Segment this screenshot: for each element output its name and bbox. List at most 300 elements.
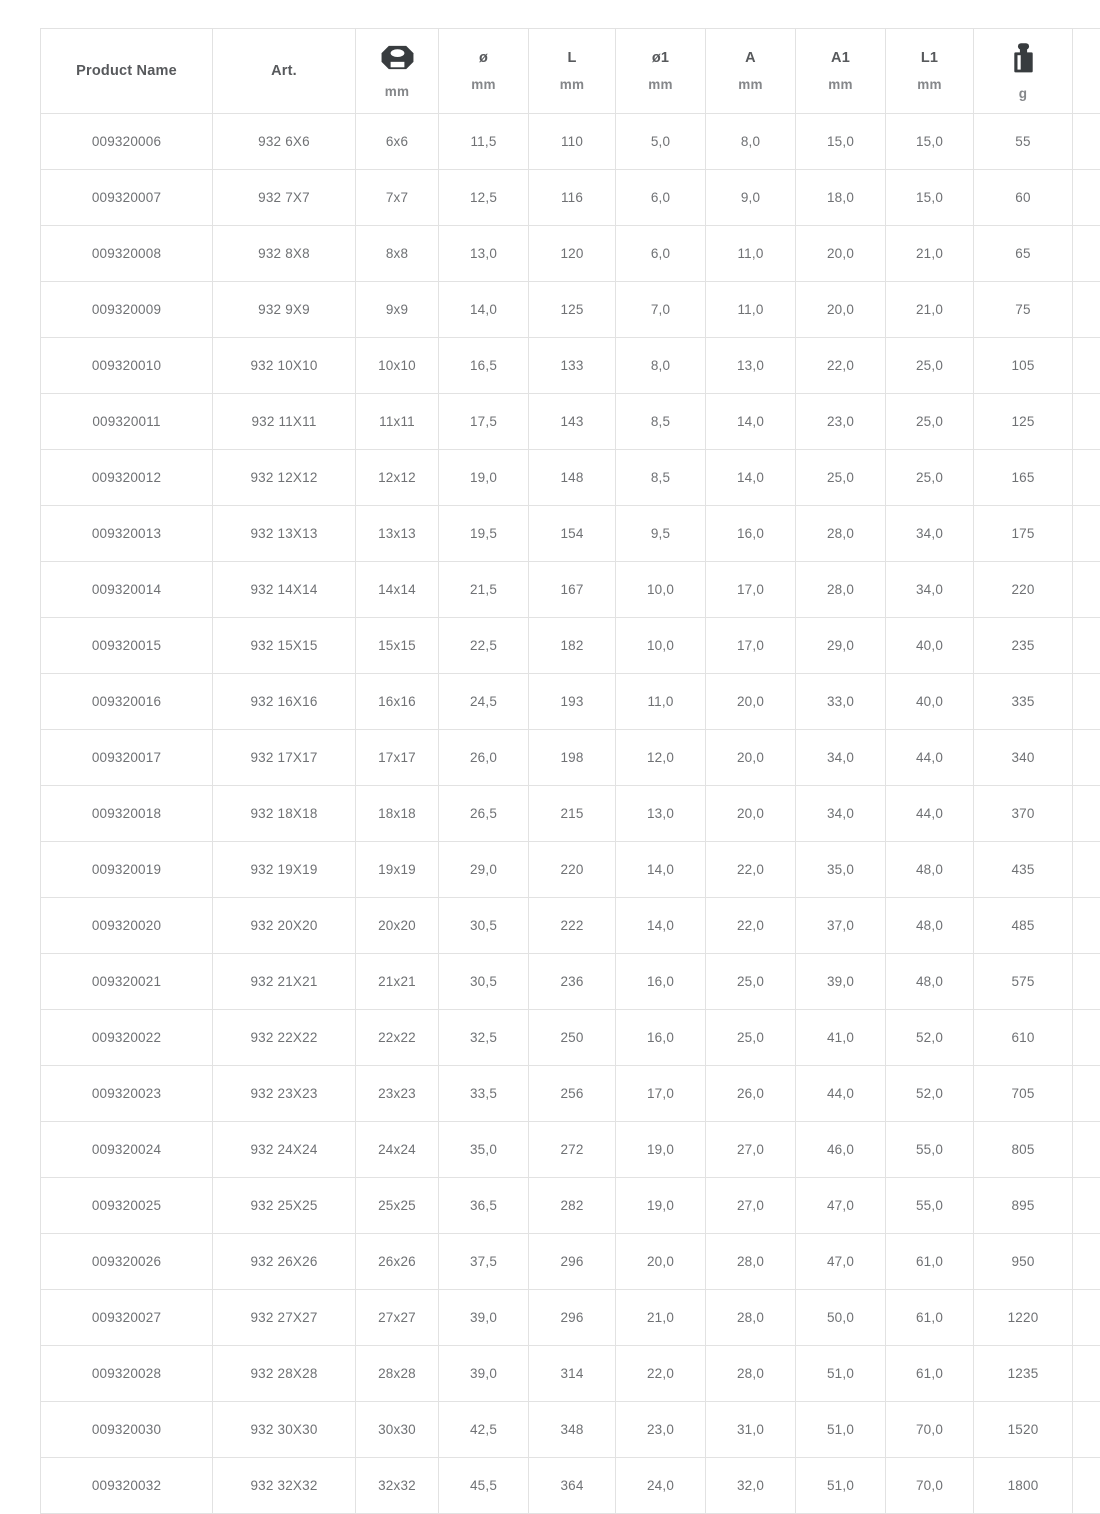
column-header-content [974, 29, 1072, 113]
column-header-content [616, 29, 705, 113]
table-cell-a1: 23,0 [796, 394, 886, 450]
table-cell-length: 193 [529, 674, 616, 730]
table-cell-l1: 70,0 [886, 1402, 974, 1458]
table-cell-art: 932 25X25 [213, 1178, 356, 1234]
table-cell-art: 932 17X17 [213, 730, 356, 786]
table-cell-l1: 25,0 [886, 450, 974, 506]
table-row [41, 282, 1100, 338]
table-row [41, 506, 1100, 562]
table-cell-weight: 165 [974, 450, 1073, 506]
column-header-l1 [886, 29, 974, 114]
table-cell-art: 932 13X13 [213, 506, 356, 562]
table-cell-product-name: 009320007 [41, 170, 213, 226]
table-cell-diameter1: 19,0 [616, 1178, 706, 1234]
table-cell-a: 27,0 [706, 1178, 796, 1234]
table-cell-product-name: 009320014 [41, 562, 213, 618]
table-cell-length: 220 [529, 842, 616, 898]
table-cell-size: 23x23 [356, 1066, 439, 1122]
table-row [41, 898, 1100, 954]
table-cell-product-name: 009320017 [41, 730, 213, 786]
table-cell-a: 22,0 [706, 842, 796, 898]
table-cell-diameter: 12,5 [439, 170, 529, 226]
table-cell-product-name: 009320024 [41, 1122, 213, 1178]
table-cell-l1: 52,0 [886, 1066, 974, 1122]
table-cell-diameter: 29,0 [439, 842, 529, 898]
column-header-content [1073, 29, 1100, 113]
table-cell-diameter1: 21,0 [616, 1290, 706, 1346]
table-cell-size: 32x32 [356, 1458, 439, 1514]
table-cell-l1: 34,0 [886, 506, 974, 562]
column-header-diameter [439, 29, 529, 114]
table-cell-product-name: 009320019 [41, 842, 213, 898]
table-cell-diameter1: 10,0 [616, 562, 706, 618]
table-cell-length: 272 [529, 1122, 616, 1178]
table-cell-a1: 44,0 [796, 1066, 886, 1122]
table-cell-product-name: 009320018 [41, 786, 213, 842]
table-cell-size: 28x28 [356, 1346, 439, 1402]
table-cell-size: 13x13 [356, 506, 439, 562]
table-cell-a1: 28,0 [796, 562, 886, 618]
table-cell-product-name: 009320022 [41, 1010, 213, 1066]
table-cell-a: 20,0 [706, 786, 796, 842]
table-body [41, 114, 1100, 1514]
table-cell-diameter: 37,5 [439, 1234, 529, 1290]
table-cell-size: 11x11 [356, 394, 439, 450]
table-cell-size: 25x25 [356, 1178, 439, 1234]
table-cell-extra [1073, 338, 1100, 394]
table-cell-size: 8x8 [356, 226, 439, 282]
table-cell-art: 932 23X23 [213, 1066, 356, 1122]
table-cell-extra [1073, 114, 1100, 170]
table-cell-l1: 61,0 [886, 1290, 974, 1346]
table-cell-diameter1: 10,0 [616, 618, 706, 674]
table-cell-a1: 47,0 [796, 1234, 886, 1290]
table-cell-length: 314 [529, 1346, 616, 1402]
table-cell-size: 20x20 [356, 898, 439, 954]
table-cell-size: 27x27 [356, 1290, 439, 1346]
table-cell-diameter1: 7,0 [616, 282, 706, 338]
header-row [41, 29, 1100, 114]
table-cell-l1: 40,0 [886, 674, 974, 730]
table-cell-a1: 39,0 [796, 954, 886, 1010]
column-label: Art. [271, 64, 297, 79]
column-label: A [745, 51, 756, 66]
table-cell-art: 932 30X30 [213, 1402, 356, 1458]
table-cell-diameter: 26,0 [439, 730, 529, 786]
table-cell-a: 13,0 [706, 338, 796, 394]
table-cell-l1: 40,0 [886, 618, 974, 674]
table-row [41, 450, 1100, 506]
table-cell-weight: 575 [974, 954, 1073, 1010]
table-cell-art: 932 19X19 [213, 842, 356, 898]
table-cell-extra [1073, 1010, 1100, 1066]
table-cell-weight: 370 [974, 786, 1073, 842]
table-cell-diameter: 36,5 [439, 1178, 529, 1234]
table-cell-weight: 895 [974, 1178, 1073, 1234]
table-cell-weight: 1520 [974, 1402, 1073, 1458]
table-cell-a: 17,0 [706, 618, 796, 674]
table-cell-diameter: 17,5 [439, 394, 529, 450]
table-row [41, 226, 1100, 282]
table-cell-diameter1: 5,0 [616, 114, 706, 170]
table-cell-a: 14,0 [706, 450, 796, 506]
weight-icon [1009, 42, 1038, 74]
column-unit: mm [471, 78, 495, 92]
column-unit: mm [917, 78, 941, 92]
table-cell-diameter1: 19,0 [616, 1122, 706, 1178]
table-cell-weight: 340 [974, 730, 1073, 786]
table-cell-extra [1073, 842, 1100, 898]
table-cell-product-name: 009320010 [41, 338, 213, 394]
column-header-diameter1 [616, 29, 706, 114]
table-row [41, 842, 1100, 898]
table-cell-diameter: 30,5 [439, 954, 529, 1010]
table-cell-diameter1: 13,0 [616, 786, 706, 842]
table-cell-diameter1: 6,0 [616, 170, 706, 226]
table-cell-a1: 51,0 [796, 1458, 886, 1514]
table-cell-product-name: 009320008 [41, 226, 213, 282]
table-cell-size: 9x9 [356, 282, 439, 338]
table-cell-diameter: 26,5 [439, 786, 529, 842]
table-cell-a1: 34,0 [796, 786, 886, 842]
table-cell-a1: 34,0 [796, 730, 886, 786]
table-row [41, 1178, 1100, 1234]
table-cell-product-name: 009320021 [41, 954, 213, 1010]
table-cell-diameter1: 11,0 [616, 674, 706, 730]
table-cell-diameter: 21,5 [439, 562, 529, 618]
table-cell-diameter1: 8,5 [616, 394, 706, 450]
table-cell-weight: 805 [974, 1122, 1073, 1178]
column-header-content [529, 29, 615, 113]
table-cell-diameter: 14,0 [439, 282, 529, 338]
table-cell-product-name: 009320027 [41, 1290, 213, 1346]
column-label: ø1 [652, 51, 669, 66]
table-cell-diameter1: 24,0 [616, 1458, 706, 1514]
column-header-product-name [41, 29, 213, 114]
table-cell-length: 296 [529, 1234, 616, 1290]
product-spec-table [40, 28, 1100, 1514]
table-cell-a: 8,0 [706, 114, 796, 170]
table-cell-a: 11,0 [706, 226, 796, 282]
table-cell-diameter: 45,5 [439, 1458, 529, 1514]
table-cell-l1: 21,0 [886, 226, 974, 282]
table-row [41, 170, 1100, 226]
table-cell-extra [1073, 786, 1100, 842]
table-cell-length: 143 [529, 394, 616, 450]
table-cell-diameter1: 14,0 [616, 842, 706, 898]
table-cell-diameter1: 22,0 [616, 1346, 706, 1402]
table-cell-size: 14x14 [356, 562, 439, 618]
table-cell-a1: 20,0 [796, 226, 886, 282]
table-cell-weight: 65 [974, 226, 1073, 282]
table-cell-a: 31,0 [706, 1402, 796, 1458]
table-cell-product-name: 009320020 [41, 898, 213, 954]
table-cell-l1: 70,0 [886, 1458, 974, 1514]
table-cell-size: 10x10 [356, 338, 439, 394]
column-label: A1 [831, 51, 850, 66]
table-cell-extra [1073, 1122, 1100, 1178]
table-cell-extra [1073, 562, 1100, 618]
table-cell-product-name: 009320013 [41, 506, 213, 562]
table-cell-a1: 33,0 [796, 674, 886, 730]
table-cell-length: 110 [529, 114, 616, 170]
table-cell-weight: 55 [974, 114, 1073, 170]
column-unit: mm [560, 78, 584, 92]
table-cell-a1: 46,0 [796, 1122, 886, 1178]
table-cell-a1: 47,0 [796, 1178, 886, 1234]
table-cell-art: 932 28X28 [213, 1346, 356, 1402]
table-cell-weight: 60 [974, 170, 1073, 226]
table-row [41, 1066, 1100, 1122]
table-cell-size: 18x18 [356, 786, 439, 842]
table-cell-weight: 125 [974, 394, 1073, 450]
table-cell-art: 932 22X22 [213, 1010, 356, 1066]
table-cell-a1: 41,0 [796, 1010, 886, 1066]
column-header-content [886, 29, 973, 113]
table-cell-length: 236 [529, 954, 616, 1010]
column-label: L1 [921, 51, 938, 66]
column-label: Product Name [76, 64, 177, 79]
table-cell-weight: 235 [974, 618, 1073, 674]
table-cell-extra [1073, 170, 1100, 226]
table-cell-a: 27,0 [706, 1122, 796, 1178]
table-cell-extra [1073, 1234, 1100, 1290]
table-cell-diameter: 39,0 [439, 1290, 529, 1346]
table-row [41, 394, 1100, 450]
table-cell-length: 222 [529, 898, 616, 954]
table-cell-art: 932 27X27 [213, 1290, 356, 1346]
table-header [41, 29, 1100, 114]
table-cell-art: 932 18X18 [213, 786, 356, 842]
table-cell-a1: 20,0 [796, 282, 886, 338]
column-header-size [356, 29, 439, 114]
table-cell-a1: 28,0 [796, 506, 886, 562]
table-cell-diameter: 33,5 [439, 1066, 529, 1122]
column-label: ø [479, 51, 488, 66]
table-cell-a: 22,0 [706, 898, 796, 954]
table-cell-size: 30x30 [356, 1402, 439, 1458]
table-cell-extra [1073, 1290, 1100, 1346]
table-cell-diameter: 19,0 [439, 450, 529, 506]
table-cell-weight: 1235 [974, 1346, 1073, 1402]
table-cell-art: 932 6X6 [213, 114, 356, 170]
table-cell-extra [1073, 1178, 1100, 1234]
table-cell-diameter1: 8,5 [616, 450, 706, 506]
table-cell-length: 198 [529, 730, 616, 786]
table-cell-product-name: 009320026 [41, 1234, 213, 1290]
table-cell-length: 125 [529, 282, 616, 338]
column-unit: mm [648, 78, 672, 92]
table-row [41, 1346, 1100, 1402]
table-cell-diameter1: 17,0 [616, 1066, 706, 1122]
table-cell-size: 24x24 [356, 1122, 439, 1178]
column-label: L [567, 51, 576, 66]
table-cell-length: 167 [529, 562, 616, 618]
column-unit: g [1019, 87, 1027, 101]
table-cell-size: 21x21 [356, 954, 439, 1010]
table-cell-art: 932 7X7 [213, 170, 356, 226]
table-cell-art: 932 8X8 [213, 226, 356, 282]
table-cell-length: 148 [529, 450, 616, 506]
table-row [41, 114, 1100, 170]
table-cell-weight: 175 [974, 506, 1073, 562]
table-cell-l1: 48,0 [886, 842, 974, 898]
table-cell-a1: 18,0 [796, 170, 886, 226]
table-cell-a: 11,0 [706, 282, 796, 338]
table-cell-extra [1073, 506, 1100, 562]
table-cell-a: 28,0 [706, 1290, 796, 1346]
table-cell-weight: 435 [974, 842, 1073, 898]
table-row [41, 786, 1100, 842]
column-header-extra [1073, 29, 1100, 114]
table-cell-weight: 705 [974, 1066, 1073, 1122]
table-cell-a1: 51,0 [796, 1346, 886, 1402]
table-row [41, 674, 1100, 730]
table-cell-length: 154 [529, 506, 616, 562]
table-cell-a1: 15,0 [796, 114, 886, 170]
table-cell-diameter: 35,0 [439, 1122, 529, 1178]
table-cell-extra [1073, 674, 1100, 730]
table-cell-l1: 55,0 [886, 1178, 974, 1234]
table-cell-product-name: 009320015 [41, 618, 213, 674]
table-cell-l1: 61,0 [886, 1234, 974, 1290]
column-header-content [356, 29, 438, 113]
table-cell-a: 16,0 [706, 506, 796, 562]
table-cell-extra [1073, 282, 1100, 338]
table-cell-l1: 21,0 [886, 282, 974, 338]
table-cell-extra [1073, 450, 1100, 506]
table-cell-l1: 52,0 [886, 1010, 974, 1066]
table-cell-art: 932 15X15 [213, 618, 356, 674]
column-header-art [213, 29, 356, 114]
table-cell-a: 20,0 [706, 674, 796, 730]
table-cell-l1: 48,0 [886, 898, 974, 954]
table-cell-product-name: 009320032 [41, 1458, 213, 1514]
table-cell-a: 14,0 [706, 394, 796, 450]
table-cell-art: 932 11X11 [213, 394, 356, 450]
table-cell-a: 20,0 [706, 730, 796, 786]
table-cell-diameter: 39,0 [439, 1346, 529, 1402]
table-row [41, 562, 1100, 618]
table-cell-diameter1: 14,0 [616, 898, 706, 954]
table-cell-length: 215 [529, 786, 616, 842]
table-row [41, 1458, 1100, 1514]
table-cell-diameter1: 23,0 [616, 1402, 706, 1458]
table-cell-extra [1073, 1458, 1100, 1514]
table-cell-size: 17x17 [356, 730, 439, 786]
table-cell-extra [1073, 1346, 1100, 1402]
table-cell-weight: 610 [974, 1010, 1073, 1066]
table-cell-art: 932 26X26 [213, 1234, 356, 1290]
table-cell-length: 116 [529, 170, 616, 226]
table-row [41, 1010, 1100, 1066]
table-cell-art: 932 9X9 [213, 282, 356, 338]
table-cell-product-name: 009320023 [41, 1066, 213, 1122]
table-cell-diameter1: 16,0 [616, 1010, 706, 1066]
table-cell-l1: 34,0 [886, 562, 974, 618]
table-cell-weight: 75 [974, 282, 1073, 338]
table-cell-extra [1073, 730, 1100, 786]
table-cell-length: 250 [529, 1010, 616, 1066]
table-cell-size: 16x16 [356, 674, 439, 730]
table-cell-weight: 220 [974, 562, 1073, 618]
table-cell-diameter: 11,5 [439, 114, 529, 170]
table-cell-a1: 35,0 [796, 842, 886, 898]
table-cell-size: 22x22 [356, 1010, 439, 1066]
table-cell-a: 28,0 [706, 1346, 796, 1402]
table-cell-a: 17,0 [706, 562, 796, 618]
table-cell-length: 256 [529, 1066, 616, 1122]
table-cell-length: 133 [529, 338, 616, 394]
table-cell-art: 932 32X32 [213, 1458, 356, 1514]
table-cell-size: 15x15 [356, 618, 439, 674]
table-cell-weight: 950 [974, 1234, 1073, 1290]
table-cell-diameter: 19,5 [439, 506, 529, 562]
table-cell-a: 25,0 [706, 954, 796, 1010]
table-cell-extra [1073, 226, 1100, 282]
table-cell-a1: 22,0 [796, 338, 886, 394]
table-cell-l1: 15,0 [886, 114, 974, 170]
table-cell-product-name: 009320006 [41, 114, 213, 170]
table-row [41, 1234, 1100, 1290]
table-cell-length: 182 [529, 618, 616, 674]
table-cell-size: 6x6 [356, 114, 439, 170]
table-cell-art: 932 24X24 [213, 1122, 356, 1178]
table-cell-diameter: 16,5 [439, 338, 529, 394]
table-cell-extra [1073, 618, 1100, 674]
column-header-a1 [796, 29, 886, 114]
table-cell-product-name: 009320030 [41, 1402, 213, 1458]
table-cell-diameter: 22,5 [439, 618, 529, 674]
hex-nut-icon [380, 43, 415, 72]
table-cell-l1: 25,0 [886, 394, 974, 450]
table-cell-diameter: 32,5 [439, 1010, 529, 1066]
table-cell-l1: 25,0 [886, 338, 974, 394]
table-cell-length: 120 [529, 226, 616, 282]
table-cell-length: 348 [529, 1402, 616, 1458]
column-unit: mm [385, 85, 409, 99]
table-cell-product-name: 009320025 [41, 1178, 213, 1234]
table-cell-diameter: 42,5 [439, 1402, 529, 1458]
table-cell-art: 932 16X16 [213, 674, 356, 730]
table-cell-weight: 1800 [974, 1458, 1073, 1514]
table-cell-l1: 44,0 [886, 730, 974, 786]
column-unit: mm [738, 78, 762, 92]
column-header-content [41, 29, 212, 113]
table-row [41, 730, 1100, 786]
table-cell-l1: 15,0 [886, 170, 974, 226]
table-cell-a1: 29,0 [796, 618, 886, 674]
table-cell-diameter1: 6,0 [616, 226, 706, 282]
table-cell-size: 26x26 [356, 1234, 439, 1290]
table-cell-size: 12x12 [356, 450, 439, 506]
table-cell-diameter1: 12,0 [616, 730, 706, 786]
table-cell-art: 932 20X20 [213, 898, 356, 954]
table-cell-length: 296 [529, 1290, 616, 1346]
table-cell-l1: 55,0 [886, 1122, 974, 1178]
table-cell-a: 28,0 [706, 1234, 796, 1290]
table-row [41, 1122, 1100, 1178]
table-cell-extra [1073, 1402, 1100, 1458]
table-row [41, 338, 1100, 394]
table-cell-l1: 48,0 [886, 954, 974, 1010]
table-cell-size: 19x19 [356, 842, 439, 898]
table-cell-l1: 61,0 [886, 1346, 974, 1402]
table-cell-weight: 335 [974, 674, 1073, 730]
table-cell-a1: 51,0 [796, 1402, 886, 1458]
table-cell-extra [1073, 394, 1100, 450]
table-cell-diameter1: 9,5 [616, 506, 706, 562]
